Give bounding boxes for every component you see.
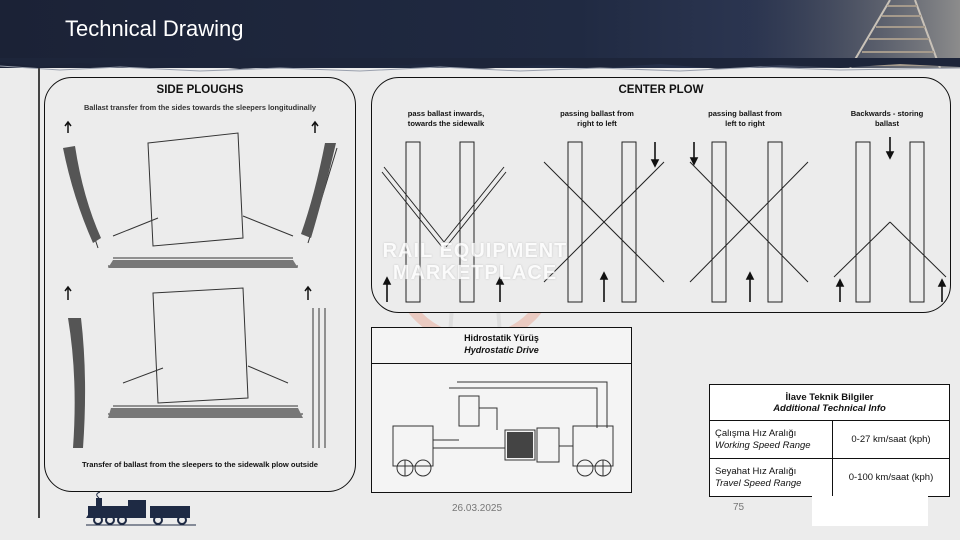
hydrostatic-drive-box bbox=[371, 327, 632, 493]
table-row bbox=[710, 421, 950, 459]
side-ploughs-panel bbox=[44, 77, 356, 492]
hydrostatic-title-en: Hydrostatic Drive bbox=[464, 345, 539, 355]
hydrostatic-drive-header bbox=[372, 328, 631, 364]
additional-technical-info-table bbox=[709, 384, 950, 497]
working-speed-label: Çalışma Hız Aralığı Working Speed Range bbox=[710, 421, 833, 459]
center-plow-title: CENTER PLOW bbox=[618, 84, 704, 96]
footer-date: 26.03.2025 bbox=[452, 503, 503, 514]
side-plough-drawing-top bbox=[53, 118, 348, 278]
center-plow-column-label: passing ballast from right to left bbox=[560, 109, 634, 128]
locomotive-logo-icon bbox=[86, 492, 196, 526]
center-plow-column-label: passing ballast from left to right bbox=[708, 109, 782, 128]
side-ploughs-footer: Transfer of ballast from the sleepers to the sidewalk plow outside bbox=[82, 460, 318, 469]
hydrostatic-title-tr: Hidrostatik Yürüş bbox=[464, 333, 539, 343]
side-plough-drawing-bottom bbox=[53, 278, 348, 458]
info-title-tr: İlave Teknik Bilgiler bbox=[785, 391, 874, 403]
info-table-header bbox=[710, 385, 950, 421]
slide-title: Technical Drawing bbox=[65, 16, 244, 41]
side-ploughs-subtitle: Ballast transfer from the sides towards the sleepers longitudinally bbox=[83, 103, 317, 112]
torn-edge-decoration bbox=[0, 58, 960, 74]
side-ploughs-title: SIDE PLOUGHS bbox=[156, 84, 244, 96]
table-row bbox=[710, 459, 950, 497]
left-frame-line bbox=[38, 68, 40, 518]
footer-blank-box bbox=[812, 496, 928, 526]
info-title-en: Additional Technical Info bbox=[773, 402, 886, 414]
hydrostatic-drive-schematic bbox=[377, 368, 627, 490]
working-speed-value: 0-27 km/saat (kph) bbox=[833, 421, 950, 459]
page-number: 75 bbox=[733, 502, 745, 513]
center-plow-column-label: Backwards - storing ballast bbox=[850, 109, 924, 128]
watermark-text: RAIL EQUIPMENT MARKETPLACE bbox=[382, 240, 568, 284]
travel-speed-value: 0-100 km/saat (kph) bbox=[833, 459, 950, 497]
travel-speed-label: Seyahat Hız Aralığı Travel Speed Range bbox=[710, 459, 833, 497]
center-plow-column-label: pass ballast inwards, towards the sidewalk bbox=[407, 109, 485, 128]
